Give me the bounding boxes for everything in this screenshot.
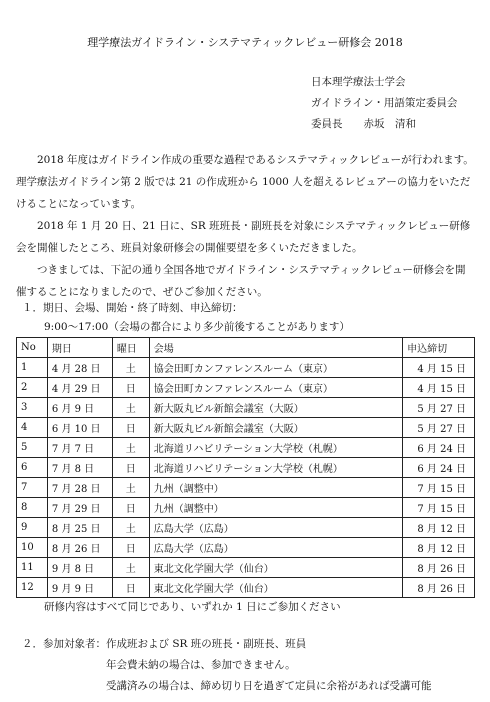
sender-committee: ガイドライン・用語策定委員会 <box>311 97 458 109</box>
table-row <box>17 478 475 498</box>
cell-weekday: 日 <box>112 538 149 558</box>
cell-weekday: 土 <box>112 358 149 378</box>
cell-weekday: 日 <box>112 458 149 478</box>
cell-no: 7 <box>17 478 48 498</box>
col-header-weekday: 曜日 <box>112 338 149 358</box>
table-note: 研修内容はすべて同じであり、いずれか 1 日にご参加ください <box>44 601 341 613</box>
cell-no: 5 <box>17 438 48 458</box>
table-row <box>17 398 475 418</box>
cell-no: 1 <box>17 358 48 378</box>
schedule-table <box>16 337 475 598</box>
cell-date: 7 月 7 日 <box>47 438 112 458</box>
table-row <box>17 578 475 598</box>
cell-no: 4 <box>17 418 48 438</box>
cell-venue: 東北文化学園大学（仙台） <box>149 558 402 578</box>
cell-deadline: 8 月 12 日 <box>403 538 475 558</box>
cell-deadline: 6 月 24 日 <box>403 438 475 458</box>
cell-deadline: 4 月 15 日 <box>403 358 475 378</box>
section2-line-fee: 年会費未納の場合は、参加できません。 <box>106 659 296 671</box>
intro-text <box>16 149 474 303</box>
cell-no: 2 <box>17 378 48 398</box>
cell-date: 6 月 10 日 <box>47 418 112 438</box>
table-row <box>17 378 475 398</box>
cell-date: 4 月 29 日 <box>47 378 112 398</box>
cell-date: 8 月 26 日 <box>47 538 112 558</box>
cell-date: 9 月 9 日 <box>47 578 112 598</box>
table-row <box>17 498 475 518</box>
intro-paragraph-2: 2018 年 1 月 20 日、21 日に、SR 班班長・副班長を対象にシステマティックレビュー研修会を開催したところ、班員対象研修会の開催要望を多くいただきました。 <box>16 220 471 254</box>
cell-date: 9 月 8 日 <box>47 558 112 578</box>
cell-date: 7 月 28 日 <box>47 478 112 498</box>
cell-venue: 九州（調整中） <box>149 498 402 518</box>
sender-block <box>311 72 457 135</box>
sender-org: 日本理学療法士学会 <box>311 76 406 88</box>
cell-no: 10 <box>17 538 48 558</box>
table-row <box>17 438 475 458</box>
table-row <box>17 518 475 538</box>
cell-weekday: 日 <box>112 578 149 598</box>
cell-no: 8 <box>17 498 48 518</box>
col-header-deadline: 申込締切 <box>403 338 475 358</box>
cell-deadline: 6 月 24 日 <box>403 458 475 478</box>
cell-weekday: 土 <box>112 558 149 578</box>
cell-venue: 協会田町カンファレンスルーム（東京） <box>149 378 402 398</box>
col-header-venue: 会場 <box>149 338 402 358</box>
table-row <box>17 538 475 558</box>
cell-venue: 広島大学（広島） <box>149 538 402 558</box>
cell-deadline: 5 月 27 日 <box>403 398 475 418</box>
cell-date: 7 月 29 日 <box>47 498 112 518</box>
document-title: 理学療法ガイドライン・システマティックレビュー研修会 2018 <box>87 36 403 49</box>
cell-weekday: 土 <box>112 398 149 418</box>
cell-deadline: 8 月 26 日 <box>403 578 475 598</box>
cell-date: 7 月 8 日 <box>47 458 112 478</box>
cell-weekday: 日 <box>112 418 149 438</box>
cell-date: 6 月 9 日 <box>47 398 112 418</box>
cell-venue: 北海道リハビリテーション大学校（札幌） <box>149 438 402 458</box>
cell-deadline: 4 月 15 日 <box>403 378 475 398</box>
cell-venue: 新大阪丸ビル新館会議室（大阪） <box>149 418 402 438</box>
cell-weekday: 土 <box>112 438 149 458</box>
section2-line-repeat: 受講済みの場合は、締め切り日を過ぎて定員に余裕があれば受講可能 <box>106 680 432 692</box>
table-row <box>17 358 475 378</box>
schedule-table-body <box>17 358 475 598</box>
cell-venue: 広島大学（広島） <box>149 518 402 538</box>
cell-weekday: 土 <box>112 478 149 498</box>
col-header-no: No <box>17 338 48 358</box>
cell-no: 6 <box>17 458 48 478</box>
cell-venue: 新大阪丸ビル新館会議室（大阪） <box>149 398 402 418</box>
cell-no: 9 <box>17 518 48 538</box>
table-row <box>17 558 475 578</box>
intro-paragraph-3: つきましては、下記の通り全国各地でガイドライン・システマティックレビュー研修会を開催することになりましたので、ぜひご参加ください。 <box>16 264 466 298</box>
section2-heading: ２．参加対象者：作成班および SR 班の班長・副班長、班員 <box>22 638 307 650</box>
cell-no: 11 <box>17 558 48 578</box>
intro-paragraph-1: 2018 年度はガイドライン作成の重要な過程であるシステマティックレビューが行われます。理学療法ガイドライン第 2 版では 21 の作成班から 1000 人を超えるレビュアーの協力をいただけることになっています。 <box>16 154 474 210</box>
cell-deadline: 8 月 26 日 <box>403 558 475 578</box>
cell-deadline: 8 月 12 日 <box>403 518 475 538</box>
col-header-date: 期日 <box>47 338 112 358</box>
table-row <box>17 458 475 478</box>
cell-no: 3 <box>17 398 48 418</box>
cell-deadline: 5 月 27 日 <box>403 418 475 438</box>
cell-date: 4 月 28 日 <box>47 358 112 378</box>
cell-venue: 九州（調整中） <box>149 478 402 498</box>
cell-venue: 協会田町カンファレンスルーム（東京） <box>149 358 402 378</box>
cell-weekday: 日 <box>112 498 149 518</box>
cell-venue: 東北文化学園大学（仙台） <box>149 578 402 598</box>
cell-date: 8 月 25 日 <box>47 518 112 538</box>
sender-chair: 委員長 赤坂 清和 <box>311 118 416 130</box>
cell-deadline: 7 月 15 日 <box>403 478 475 498</box>
cell-weekday: 日 <box>112 378 149 398</box>
table-row <box>17 418 475 438</box>
cell-no: 12 <box>17 578 48 598</box>
cell-weekday: 土 <box>112 518 149 538</box>
cell-deadline: 7 月 15 日 <box>403 498 475 518</box>
session-time: 9:00〜17:00（会場の都合により多少前後することがあります） <box>44 321 350 333</box>
section1-heading: １．期日、会場、開始・終了時刻、申込締切： <box>22 302 243 314</box>
table-header-row <box>17 338 475 358</box>
cell-venue: 北海道リハビリテーション大学校（札幌） <box>149 458 402 478</box>
